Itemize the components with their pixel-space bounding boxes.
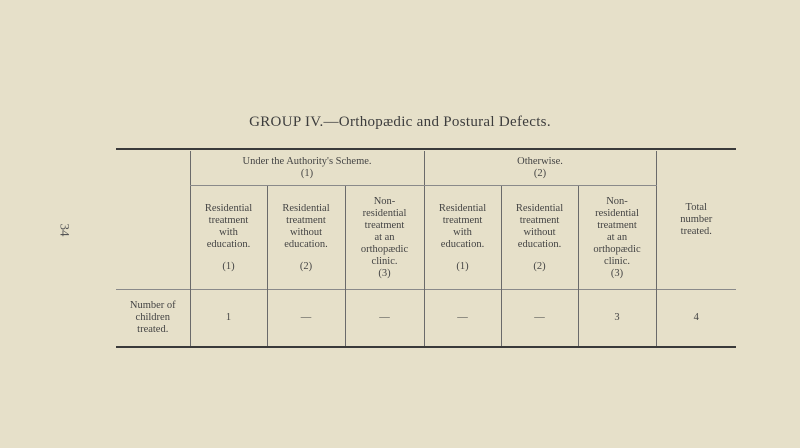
authority-scheme-number: (1) xyxy=(300,168,314,179)
authority-scheme-label: Under the Authority's Scheme. xyxy=(242,156,372,167)
value-cell: — xyxy=(501,290,578,347)
otherwise-group-header xyxy=(424,151,656,186)
otherwise-col-1-header: Residential treatment with education. (1) xyxy=(424,186,501,290)
top-rule xyxy=(116,148,736,150)
value-cell: — xyxy=(267,290,345,347)
total-value-cell: 4 xyxy=(656,290,736,347)
page-number: 34 xyxy=(57,223,73,237)
value-cell: 3 xyxy=(578,290,656,347)
authority-col-2-header: Residential treatment without education. (2) xyxy=(267,186,345,290)
authority-scheme-group-header xyxy=(190,151,424,186)
value-cell: — xyxy=(424,290,501,347)
defects-table xyxy=(116,151,736,346)
column-header-row xyxy=(116,186,736,290)
authority-col-3-header: Non- residential treatment at an orthopædic clinic. (3) xyxy=(345,186,424,290)
value-cell: — xyxy=(345,290,424,347)
otherwise-label: Otherwise. xyxy=(517,156,563,167)
total-header: Total number treated. xyxy=(656,151,736,290)
row-label-header-cell xyxy=(116,151,190,290)
otherwise-number: (2) xyxy=(533,168,547,179)
group-header-row xyxy=(116,151,736,186)
table-title: GROUP IV.—Orthopædic and Postural Defects. xyxy=(249,114,551,130)
row-label: Number of children treated. xyxy=(116,290,190,347)
otherwise-col-3-header: Non- residential treatment at an orthopædic clinic. (3) xyxy=(578,186,656,290)
authority-col-1-header: Residential treatment with education. (1) xyxy=(190,186,267,290)
otherwise-col-2-header: Residential treatment without education. (2) xyxy=(501,186,578,290)
value-cell: 1 xyxy=(190,290,267,347)
table-row xyxy=(116,290,736,347)
bottom-rule xyxy=(116,346,736,348)
